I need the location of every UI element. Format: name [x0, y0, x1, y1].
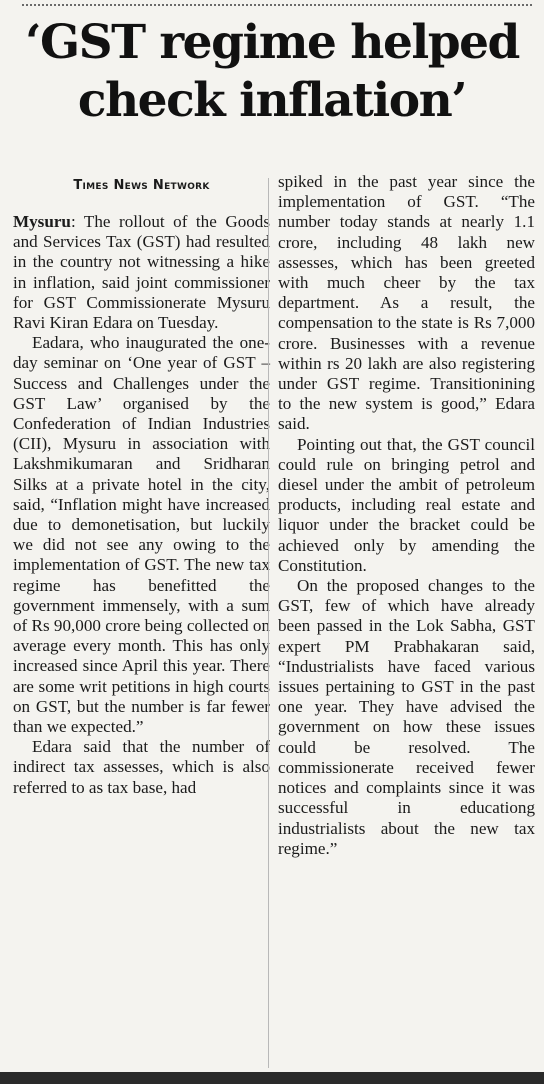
paragraph-3-continued: spiked in the past year since the implementation of GST. “The number today stands at nearly 1.1 crore, including 48 lakh new assesses, which has been greeted with much cheer by the tax department. As a result, the compensation to the state is Rs 7,000 crore. Businesses with a revenue within rs 20 lakh are also registering under GST regime. Transitionining to the new system is good,” Edara said. [278, 172, 535, 434]
headline: ‘GST regime helped check inflation’ [25, 15, 519, 128]
paragraph-1-text: : The rollout of the Goods and Services Tax (GST) had resulted in the country not witnessing a hike in inflation, said joint commissioner for GST Commissionerate Mysuru Ravi Kiran Edara on Tuesday. [13, 212, 270, 333]
paragraph-5: On the proposed changes to the GST, few of which have already been passed in the Lok Sabha, GST expert PM Prabhakaran said, “Industrialists have faced various issues pertaining to GST in the past one year. They have advised the government on how these issues could be resolved. The commissionerate received fewer notices and complaints since it was successful in educationg industrialists about the new tax regime.” [278, 576, 535, 858]
article-column-left [13, 172, 270, 798]
paragraph-4: Pointing out that, the GST council could rule on bringing petrol and diesel under the ambit of petroleum products, including real estate and liquor under the bracket could be achieved only by amending the Constitution. [278, 434, 535, 575]
dateline: Mysuru [13, 212, 71, 231]
bottom-rule [0, 1072, 544, 1084]
byline: Times News Network [73, 178, 210, 193]
paragraph-3: Edara said that the number of indirect tax assesses, which is also referred to as tax base, had [13, 737, 270, 797]
paragraph-2: Eadara, who inaugurated the one-day seminar on ‘One year of GST – Success and Challenges under the GST Law’ organised by the Confederation of Indian Industries (CII), Mysuru in association with Lakshmikumaran and Sridharan Silks at a private hotel in the city, said, “Inflation might have increased due to demonetisation, but luckily we did not see any owing to the implementation of GST. The new tax regime has benefitted the government immensely, with a sum of Rs 90,000 crore being collected on average every month. This has only increased since April this year. There are some writ petitions in high courts on GST, but the number is far fewer than we expected.” [13, 333, 270, 737]
top-dotted-rule [22, 4, 532, 6]
column-divider [268, 178, 269, 1068]
article-column-right [278, 172, 535, 859]
paragraph-1 [13, 212, 270, 333]
